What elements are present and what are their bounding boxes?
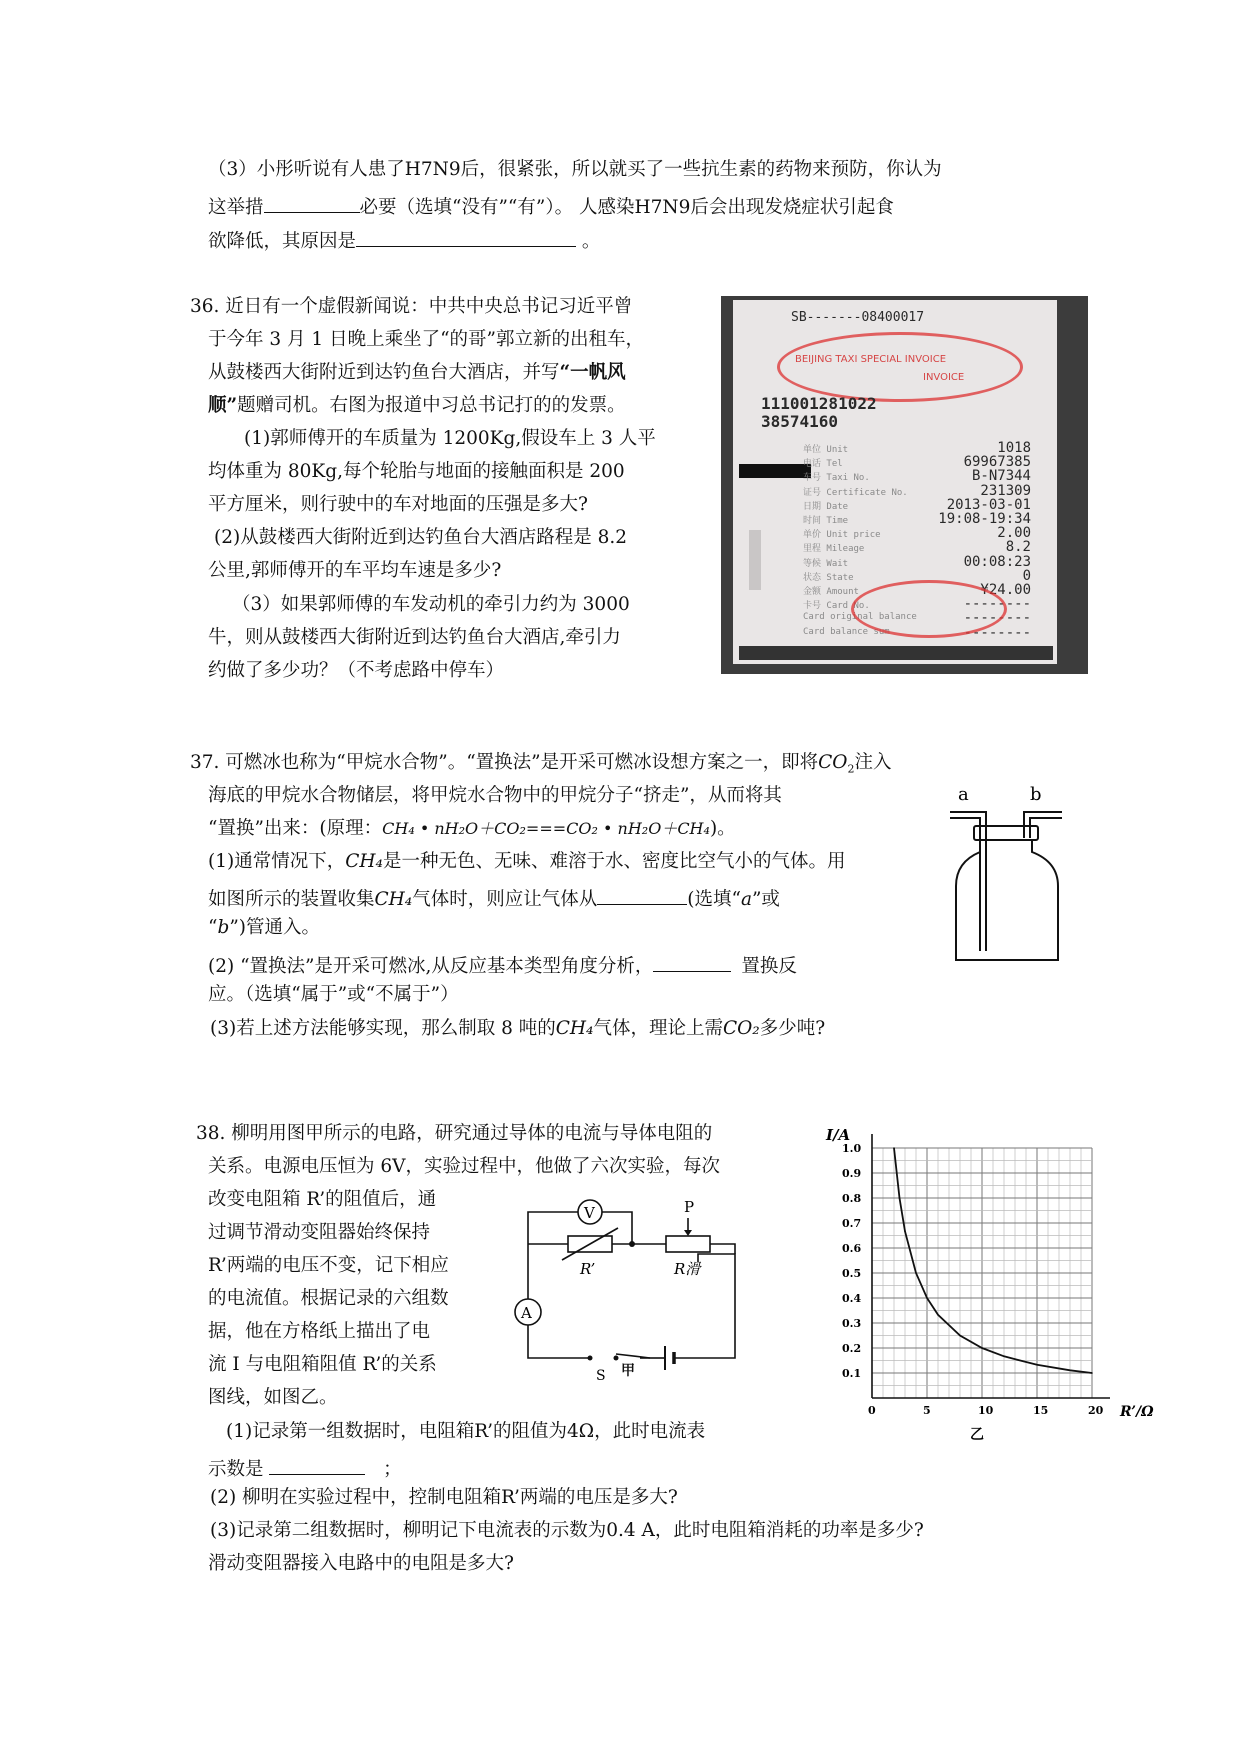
bottle-body [956,840,1058,960]
chart-y-tick-label: 0.8 [842,1192,862,1205]
receipt-row-value: 1018 [997,440,1031,456]
circuit-diagram [510,1194,750,1384]
q38-line1: 38. 柳明用图甲所示的电路，研究通过导体的电流与导体电阻的 [196,1123,713,1144]
chart-y-axis-label: I/A [826,1126,851,1144]
q38-line14: 滑动变阻器接入电路中的电阻是多大? [208,1553,514,1574]
receipt-row-label: 状态 State [803,572,854,583]
rheostat-label: R滑 [674,1260,701,1278]
chart-y-tick-label: 0.7 [842,1217,862,1230]
q37-line2: 海底的甲烷水合物储层，将甲烷水合物中的甲烷分子“挤走”，从而将其 [208,785,782,806]
chart-y-tick-label: 0.5 [842,1267,862,1280]
receipt-stamp-bottom [851,580,1007,638]
receipt-row-label: 卡号 Card No. [803,601,870,612]
q36-line6: 均体重为 80Kg,每个轮胎与地面的接触面积是 200 [208,461,625,482]
q37-line9-text-a: (3)若上述方法能够实现，那么制取 8 吨的 [210,1018,556,1039]
receipt-row-value: 231309 [980,482,1031,499]
chart-ticks [842,1142,1104,1417]
chart-x-tick-label: 20 [1088,1404,1104,1417]
q35-line3-text-a: 欲降低，其原因是 [208,231,357,252]
chart-y-tick-label: 1.0 [842,1142,862,1155]
receipt-row-label: 金额 Amount [803,587,859,597]
q37-line3 [208,820,736,839]
q37-line7 [208,953,797,977]
chart-data-point [959,1335,961,1337]
receipt-row-label: Card original balance [803,612,917,623]
q37-line6-text-c: ”)管通入。 [229,917,320,938]
q38-line12: (2) 柳明在实验过程中，控制电阻箱R’两端的电压是多大? [210,1487,678,1508]
slider-p-label: P [684,1198,695,1216]
chart-data-point [1036,1364,1038,1366]
receipt-row-label: 单位 Unit [803,445,849,455]
receipt-row-value: 2013-03-01 [946,496,1031,513]
q37-line7-text-b: 置换反 [741,956,797,977]
chart-data-point [899,1197,901,1199]
receipt-stamp-sub: INVOICE [923,372,965,383]
receipt-row-value: 8.2 [1005,539,1031,556]
q36-line7: 平方厘米，则行驶中的车对地面的压强是多大? [208,494,588,515]
q38-line3: 改变电阻箱 R’的阻值后，通 [208,1189,437,1210]
q37-line4-text-c: 是一种无色、无味、难溶于水、密度比空气小的气体。用 [382,851,846,872]
chart-axes [872,1134,1110,1398]
chart-data-point [937,1314,939,1316]
receipt-row-value: 0 [1022,567,1031,584]
receipt-redaction-1 [739,464,811,478]
q35-line3-text-b: 。 [576,231,601,252]
q36-line5: (1)郭师傅开的车质量为 1200Kg,假设车上 3 人平 [244,428,656,449]
chart-data-point [893,1147,895,1149]
receipt-row-label: 电话 Tel [803,459,843,470]
q38-line11-text-b: ； [383,1459,402,1480]
q37-line1-text-end: 注入 [854,752,892,773]
sliding-rheostat [666,1236,710,1252]
q36-line11: 牛，则从鼓楼西大街附近到达钓鱼台大酒店,牵引力 [208,627,621,648]
receipt-number-1: 111001281022 [761,394,877,413]
q37-option-b: b [217,917,230,938]
q37-line1: 37. 可燃冰也称为“甲烷水合物”。“置换法”是开采可燃冰设想方案之一，即将$CO_2$注入 [190,752,892,776]
resistor-box-arrow [562,1228,618,1260]
q35-line1: （3）小彤听说有人患了H7N9后，很紧张，所以就买了一些抗生素的药物来预防，你认为 [208,159,942,180]
q37-line3-text: “置换”出来：(原理： [208,818,383,839]
receipt-paper [733,300,1057,664]
q37-ch4-symbol-1: CH₄ [345,851,383,872]
q35-line2-text-a: 这举措 [208,197,264,218]
q37-line9-text-e: 多少吨? [759,1018,826,1039]
q36-line2: 于今年 3 月 1 日晚上乘坐了“的哥”郭立新的出租车， [208,329,644,350]
chart-y-tick-label: 0.9 [842,1167,862,1180]
receipt-row-label: 等候 Wait [803,558,849,569]
chart-data-point [926,1297,928,1299]
switch-label: S [596,1368,606,1384]
q37-line5-text-d: (选填“ [687,889,741,910]
q37-co2-symbol: CO [818,752,848,773]
q35-answer-blank-1[interactable] [264,194,360,213]
receipt-row-value: 69967385 [963,454,1031,471]
chart-y-tick-label: 0.1 [842,1367,862,1380]
q35-line3 [208,228,600,252]
q38-line4: 过调节滑动变阻器始终保持 [208,1222,431,1243]
q36-line3 [208,364,626,383]
circuit-caption: 甲 [621,1363,635,1379]
q37-line9 [210,1020,825,1039]
q36-line3-text: 从鼓楼西大街附近到达钓鱼台大酒店，并写 [208,362,560,383]
q36-line9: 公里,郭师傅开的车平均车速是多少? [208,560,502,581]
gas-collecting-bottle-diagram [946,786,1076,968]
resistor-box-label: R’ [580,1260,596,1278]
receipt-row-value: B-N7344 [971,468,1031,485]
receipt-row-value: 00:08:23 [963,553,1031,570]
q35-answer-blank-2[interactable] [356,228,576,247]
receipt-row-label: Card balance sum [803,626,890,637]
receipt-row-label: 车号 Taxi No. [803,473,870,484]
q36-line4-text: 题赠司机。右图为报道中习总书记打的的发票。 [237,395,626,416]
chart-x-axis-label: R’/Ω [1120,1404,1154,1420]
receipt-row-value: -------- [963,624,1031,641]
q38-line9: 图线，如图乙。 [208,1387,338,1408]
q37-line7-text-a: (2) “置换法”是开采可燃冰,从反应基本类型角度分析， [208,956,654,977]
q37-line5-text-a: 如图所示的装置收集 [208,889,375,910]
chart-y-tick-label: 0.2 [842,1342,862,1355]
q38-line6: 的电流值。根据记录的六组数 [208,1288,449,1309]
q37-line8: 应。（选填“属于”或“不属于”） [208,984,459,1005]
q37-line5-text-f: ”或 [751,889,780,910]
receipt-row-label: 证号 Certificate No. [803,487,908,498]
ammeter-label: A [521,1304,532,1322]
stopper [974,826,1038,840]
wire-left-lower [528,1325,590,1358]
q38-line5: R’两端的电压不变，记下相应 [208,1255,449,1276]
q36-line1: 36. 近日有一个虚假新闻说：中共中央总书记习近平曾 [190,296,633,317]
chart-x-tick-label: 10 [978,1404,994,1417]
chart-data-point [1069,1369,1071,1371]
q37-co2-symbol-2: CO₂ [722,1018,760,1039]
chart-x-tick-label: 15 [1033,1404,1049,1417]
q37-line5-text-c: 气体时，则应让气体从 [412,889,598,910]
voltmeter-label: V [584,1204,595,1222]
receipt-row-value: -------- [963,596,1031,613]
q37-reaction-formula: CH₄ • nH₂O＋CO₂===CO₂ • nH₂O＋CH₄ [382,819,710,838]
chart-x-tick-label: 0 [868,1404,876,1417]
q37-line4 [208,853,845,872]
q37-option-a: a [740,889,752,910]
q37-answer-blank-2[interactable] [653,953,731,972]
q37-answer-blank-1[interactable] [597,886,687,905]
q38-line10: (1)记录第一组数据时，电阻箱R’的阻值为4Ω，此时电流表 [226,1421,706,1442]
q38-line11-text-a: 示数是 [208,1459,264,1480]
current-resistance-chart [820,1126,1176,1446]
receipt-row-value: 19:08-19:34 [938,511,1031,527]
q37-ch4-symbol-2: CH₄ [374,889,413,910]
q37-line5 [208,886,780,910]
q37-ch4-symbol-3: CH₄ [555,1018,594,1039]
q37-line4-text-a: (1)通常情况下， [208,851,346,872]
chart-caption: 乙 [970,1427,984,1443]
receipt-number-2: 38574160 [761,412,839,431]
q37-line1-text: 37. 可燃冰也称为“甲烷水合物”。“置换法”是开采可燃冰设想方案之一，即将 [190,752,819,773]
chart-y-tick-label: 0.6 [842,1242,862,1255]
tube-b-label: b [1030,786,1042,805]
receipt-row-label: 单价 Unit price [803,530,881,541]
q37-line3-end: )。 [709,818,736,839]
q38-line8: 流 I 与电阻箱阻值 R’的关系 [208,1354,437,1375]
receipt-code: SB-------08400017 [791,310,925,325]
q36-line12: 约做了多少功？（不考虑路中停车） [208,660,505,681]
chart-grid [872,1148,1092,1398]
q36-line8: (2)从鼓楼西大街附近到达钓鱼台大酒店路程是 8.2 [214,527,628,548]
receipt-row-label: 时间 Time [803,516,849,526]
q37-line9-text-c: 气体，理论上需 [593,1018,723,1039]
chart-data-point [1091,1372,1093,1374]
chart-data-point [981,1347,983,1349]
receipt-stamp-top [777,332,1023,402]
q36-line4 [208,397,626,416]
receipt-bottom-edge [739,646,1053,660]
chart-data-point [904,1230,906,1232]
q36-inscription-part2: 顺” [208,395,238,416]
q38-line13: (3)记录第二组数据时，柳明记下电流表的示数为0.4 A，此时电阻箱消耗的功率是多少? [210,1520,924,1541]
receipt-row-value: 2.00 [997,525,1031,542]
chart-data-point [1003,1355,1005,1357]
chart-data-point [915,1272,917,1274]
q38-answer-blank[interactable] [269,1456,365,1475]
receipt-row-value: -------- [963,610,1031,627]
receipt-stamp-text: BEIJING TAXI SPECIAL INVOICE [795,354,947,365]
q38-line2: 关系。电源电压恒为 6V，实验过程中，他做了六次实验，每次 [208,1156,721,1177]
q38-line11 [208,1456,402,1480]
receipt-vertical-print [749,530,761,590]
q35-line2-text-b: 必要（选填“没有”“有”）。 人感染H7N9后会出现发烧症状引起食 [359,197,894,218]
receipt-row-value: ¥24.00 [980,582,1031,598]
receipt-row-label: 里程 Mileage [803,544,865,555]
chart-y-tick-label: 0.3 [842,1317,862,1330]
receipt-row-label: 日期 Date [803,501,849,512]
tube-a-label: a [958,786,969,805]
taxi-receipt-photo [721,296,1088,674]
q35-line2 [208,194,894,218]
q37-line6-text-a: “ [208,917,218,938]
q36-inscription-part1: “一帆风 [559,362,626,383]
chart-x-tick-label: 5 [923,1404,931,1417]
chart-y-tick-label: 0.4 [842,1292,862,1305]
q38-line7: 据，他在方格纸上描出了电 [208,1321,431,1342]
q37-line6 [208,919,320,938]
q36-line10: （3）如果郭师傅的车发动机的牵引力约为 3000 [232,594,630,615]
